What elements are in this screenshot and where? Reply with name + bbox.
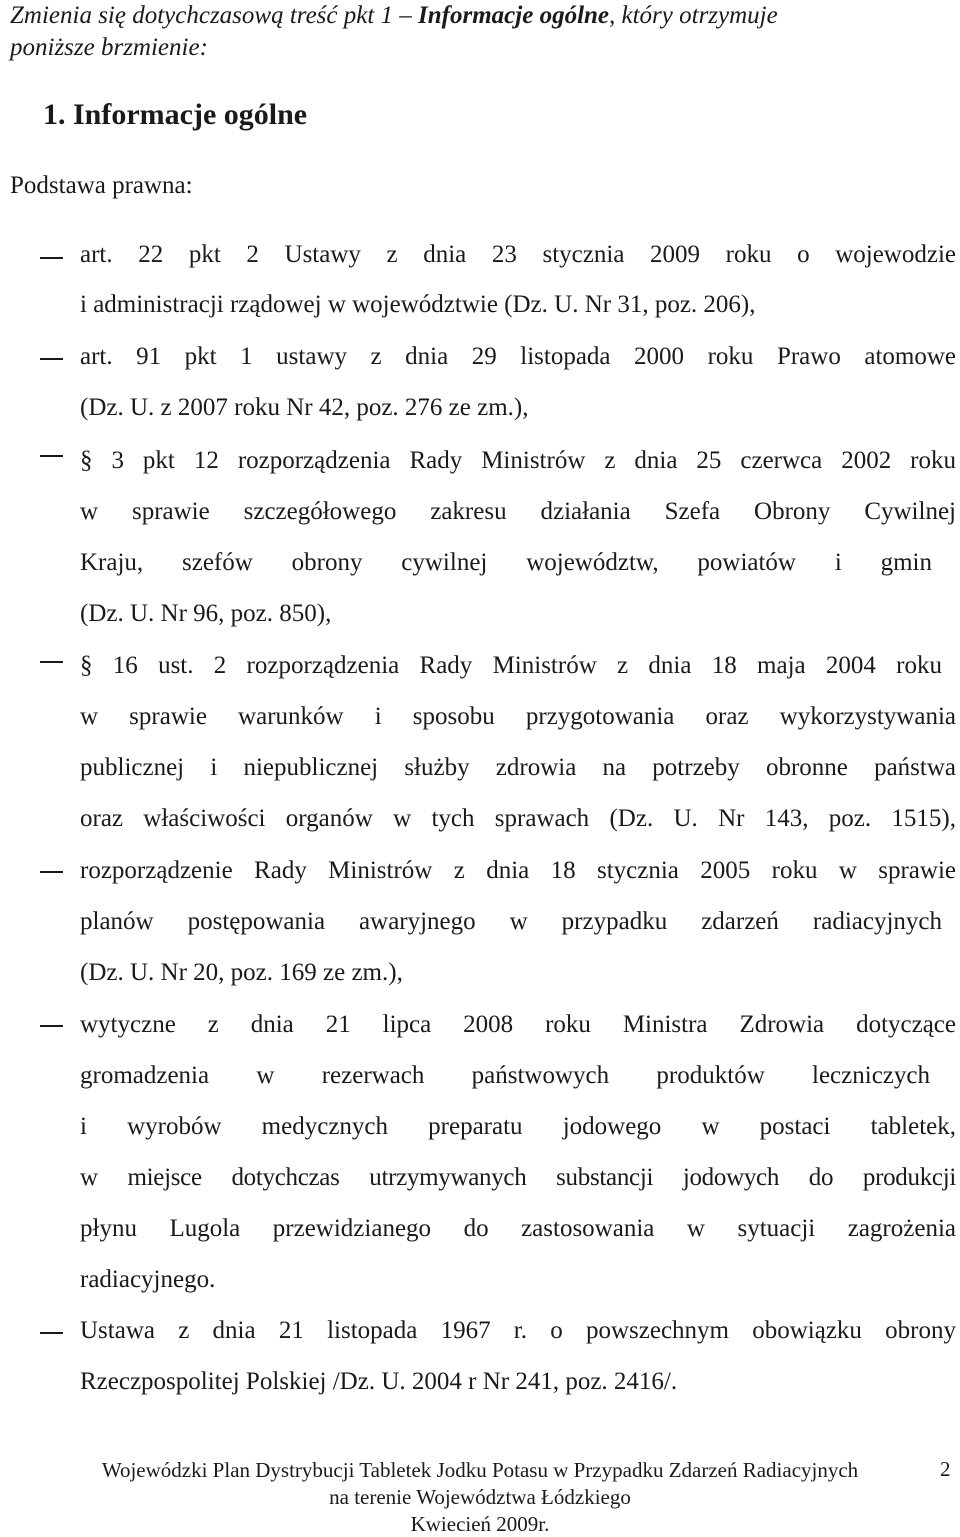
footer-title: Wojewódzki Plan Dystrybucji Tabletek Jodku Potasu w Przypadku Zdarzeń Radiacyjnych (101, 1458, 859, 1482)
list-item-line: oraz właściwości organów w tych sprawach (Dz. U. Nr 143, poz. 1515), (80, 805, 956, 832)
list-item-line: gromadzenia w rezerwach państwowych produktów leczniczych (80, 1062, 930, 1089)
intro-line-2: poniższe brzmienie: (10, 34, 208, 61)
list-dash-icon (40, 661, 63, 663)
list-item-line: radiacyjnego. (80, 1266, 216, 1293)
list-item-line: art. 22 pkt 2 Ustawy z dnia 23 stycznia 2009 roku o wojewodzie (80, 241, 956, 268)
list-dash-icon (40, 1332, 63, 1334)
list-item-line: (Dz. U. Nr 96, poz. 850), (80, 600, 332, 627)
list-item-line: § 16 ust. 2 rozporządzenia Rady Ministrów z dnia 18 maja 2004 roku (80, 652, 942, 679)
list-dash-icon (40, 871, 63, 873)
section-heading: 1. Informacje ogólne (43, 98, 308, 131)
list-item-line: planów postępowania awaryjnego w przypadku zdarzeń radiacyjnych (80, 908, 942, 935)
list-item-line: (Dz. U. Nr 20, poz. 169 ze zm.), (80, 959, 403, 986)
intro-line-1 (10, 0, 778, 32)
list-dash-icon (40, 358, 63, 360)
intro-bold-title: Informacje ogólne (418, 2, 610, 29)
list-item-line: i administracji rządowej w województwie (Dz. U. Nr 31, poz. 206), (80, 291, 756, 318)
list-item-line: Rzeczpospolitej Polskiej /Dz. U. 2004 r Nr 241, poz. 2416/. (80, 1368, 678, 1395)
list-item-line: art. 91 pkt 1 ustawy z dnia 29 listopada 2000 roku Prawo atomowe (80, 343, 956, 370)
list-item-line: płynu Lugola przewidzianego do zastosowania w sytuacji zagrożenia (80, 1215, 956, 1242)
list-dash-icon (40, 455, 63, 457)
list-dash-icon (40, 257, 63, 259)
list-item-line: w miejsce dotychczas utrzymywanych substancji jodowych do produkcji (80, 1164, 956, 1191)
list-dash-icon (40, 1025, 63, 1027)
intro-text: Zmienia się dotychczasową treść pkt 1 – (10, 2, 419, 29)
list-item-line: i wyrobów medycznych preparatu jodowego w postaci tabletek, (80, 1113, 956, 1140)
list-item-line: w sprawie warunków i sposobu przygotowania oraz wykorzystywania (80, 703, 956, 730)
list-item-line: (Dz. U. z 2007 roku Nr 42, poz. 276 ze zm.), (80, 394, 529, 421)
list-item-line: Kraju, szefów obrony cywilnej województw, powiatów i gmin (80, 549, 932, 576)
list-item-line: publicznej i niepublicznej służby zdrowia na potrzeby obronne państwa (80, 754, 956, 781)
list-item-line: rozporządzenie Rady Ministrów z dnia 18 stycznia 2005 roku w sprawie (80, 857, 956, 884)
page-number: 2 (940, 1457, 951, 1481)
legal-basis-label: Podstawa prawna: (10, 172, 193, 199)
footer-region: na terenie Województwa Łódzkiego (329, 1485, 631, 1509)
intro-text: , który otrzymuje (609, 2, 778, 29)
list-item-line: § 3 pkt 12 rozporządzenia Rady Ministrów z dnia 25 czerwca 2002 roku (80, 447, 956, 474)
list-item-line: wytyczne z dnia 21 lipca 2008 roku Ministra Zdrowia dotyczące (80, 1011, 956, 1038)
list-item-line: w sprawie szczegółowego zakresu działania Szefa Obrony Cywilnej (80, 498, 956, 525)
footer-date: Kwiecień 2009r. (410, 1512, 550, 1536)
list-item-line: Ustawa z dnia 21 listopada 1967 r. o powszechnym obowiązku obrony (80, 1317, 956, 1344)
